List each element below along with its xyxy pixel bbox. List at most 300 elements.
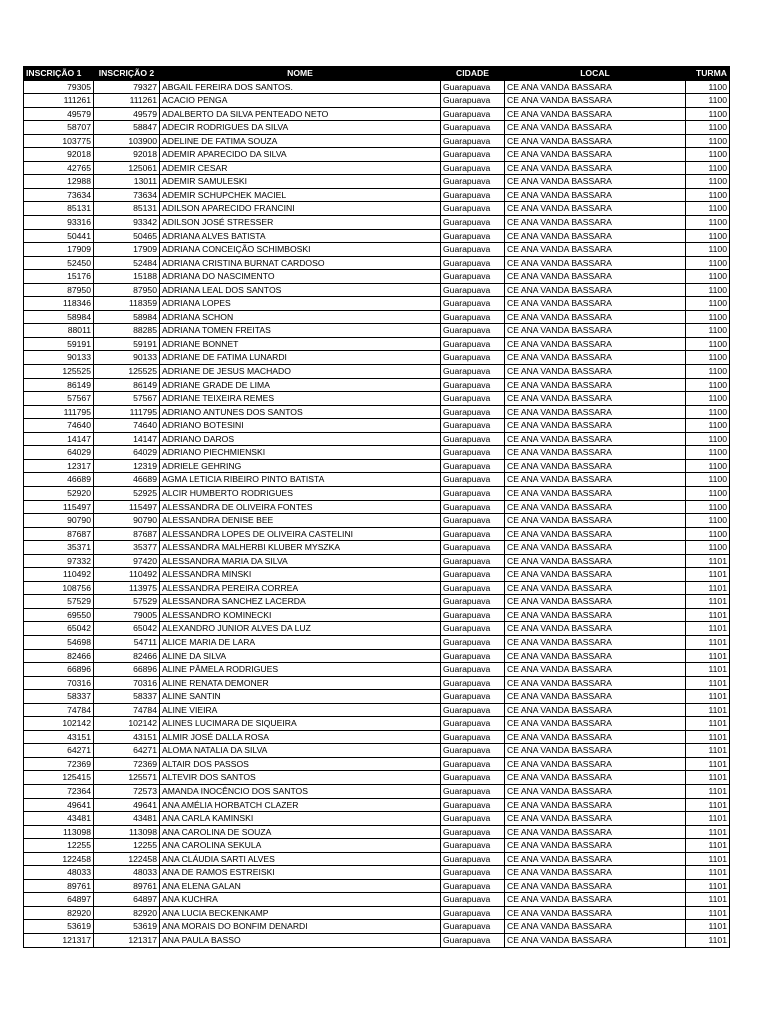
local-cell: CE ANA VANDA BASSARA <box>505 663 686 677</box>
inscricao-1-cell: 58984 <box>24 310 94 324</box>
inscricao-2-cell: 110492 <box>94 568 160 582</box>
local-cell: CE ANA VANDA BASSARA <box>505 703 686 717</box>
inscricao-2-cell: 125571 <box>94 771 160 785</box>
turma-cell: 1101 <box>686 608 730 622</box>
cidade-cell: Guarapuava <box>441 784 505 798</box>
cidade-cell: Guarapuava <box>441 893 505 907</box>
local-cell: CE ANA VANDA BASSARA <box>505 121 686 135</box>
turma-cell: 1100 <box>686 188 730 202</box>
table-row <box>24 663 730 677</box>
inscricao-2-cell: 87687 <box>94 527 160 541</box>
nome-cell: ANA AMÉLIA HORBATCH CLAZER <box>160 798 441 812</box>
inscricao-1-cell: 48033 <box>24 866 94 880</box>
table-row <box>24 310 730 324</box>
inscricao-2-cell: 58984 <box>94 310 160 324</box>
table-row <box>24 351 730 365</box>
cidade-cell: Guarapuava <box>441 392 505 406</box>
inscricao-2-cell: 111795 <box>94 405 160 419</box>
table-row <box>24 486 730 500</box>
turma-cell: 1100 <box>686 148 730 162</box>
nome-cell: ADRIELE GEHRING <box>160 459 441 473</box>
inscricao-1-cell: 72364 <box>24 784 94 798</box>
table-row <box>24 541 730 555</box>
local-cell: CE ANA VANDA BASSARA <box>505 676 686 690</box>
table-row <box>24 432 730 446</box>
inscricao-2-cell: 52484 <box>94 256 160 270</box>
cidade-cell: Guarapuava <box>441 324 505 338</box>
inscricao-2-cell: 65042 <box>94 622 160 636</box>
nome-cell: ADEMIR APARECIDO DA SILVA <box>160 148 441 162</box>
local-cell: CE ANA VANDA BASSARA <box>505 297 686 311</box>
inscricao-1-cell: 12255 <box>24 839 94 853</box>
cidade-cell: Guarapuava <box>441 581 505 595</box>
cidade-cell: Guarapuava <box>441 798 505 812</box>
table-row <box>24 771 730 785</box>
inscricao-2-cell: 50465 <box>94 229 160 243</box>
nome-cell: ADRIANA DO NASCIMENTO <box>160 270 441 284</box>
inscricao-2-cell: 90133 <box>94 351 160 365</box>
inscricao-2-cell: 43151 <box>94 730 160 744</box>
cidade-cell: Guarapuava <box>441 459 505 473</box>
cidade-cell: Guarapuava <box>441 879 505 893</box>
inscricao-2-cell: 88285 <box>94 324 160 338</box>
nome-cell: ADALBERTO DA SILVA PENTEADO NETO <box>160 107 441 121</box>
nome-cell: ANA CLÁUDIA SARTI ALVES <box>160 852 441 866</box>
inscricao-1-cell: 87687 <box>24 527 94 541</box>
cidade-cell: Guarapuava <box>441 229 505 243</box>
inscricao-2-cell: 12319 <box>94 459 160 473</box>
inscricao-1-cell: 90790 <box>24 514 94 528</box>
inscricao-1-cell: 17909 <box>24 243 94 257</box>
inscricao-1-cell: 74784 <box>24 703 94 717</box>
local-cell: CE ANA VANDA BASSARA <box>505 690 686 704</box>
inscricao-1-cell: 12988 <box>24 175 94 189</box>
table-row <box>24 717 730 731</box>
inscricao-1-cell: 49641 <box>24 798 94 812</box>
inscricao-2-cell: 92018 <box>94 148 160 162</box>
inscricao-2-cell: 49579 <box>94 107 160 121</box>
turma-cell: 1100 <box>686 365 730 379</box>
cidade-cell: Guarapuava <box>441 270 505 284</box>
local-cell: CE ANA VANDA BASSARA <box>505 730 686 744</box>
table-row <box>24 514 730 528</box>
nome-cell: ACACIO PENGA <box>160 94 441 108</box>
table-row <box>24 459 730 473</box>
nome-cell: ALESSANDRO KOMINECKI <box>160 608 441 622</box>
inscricao-1-cell: 69550 <box>24 608 94 622</box>
nome-cell: ADEMIR SAMULESKI <box>160 175 441 189</box>
inscricao-1-cell: 97332 <box>24 554 94 568</box>
inscricao-1-cell: 74640 <box>24 419 94 433</box>
turma-cell: 1100 <box>686 256 730 270</box>
nome-cell: ADEMIR SCHUPCHEK MACIEL <box>160 188 441 202</box>
cidade-cell: Guarapuava <box>441 622 505 636</box>
local-cell: CE ANA VANDA BASSARA <box>505 337 686 351</box>
turma-cell: 1100 <box>686 107 730 121</box>
local-cell: CE ANA VANDA BASSARA <box>505 757 686 771</box>
header-cidade: CIDADE <box>441 67 505 81</box>
inscricao-2-cell: 113098 <box>94 825 160 839</box>
inscricao-2-cell: 49641 <box>94 798 160 812</box>
local-cell: CE ANA VANDA BASSARA <box>505 893 686 907</box>
turma-cell: 1101 <box>686 581 730 595</box>
inscricao-1-cell: 103775 <box>24 134 94 148</box>
cidade-cell: Guarapuava <box>441 351 505 365</box>
inscricao-2-cell: 74640 <box>94 419 160 433</box>
cidade-cell: Guarapuava <box>441 703 505 717</box>
inscricao-2-cell: 122458 <box>94 852 160 866</box>
nome-cell: ADRIANA ALVES BATISTA <box>160 229 441 243</box>
local-cell: CE ANA VANDA BASSARA <box>505 852 686 866</box>
nome-cell: ALICE MARIA DE LARA <box>160 635 441 649</box>
nome-cell: ALINES LUCIMARA DE SIQUEIRA <box>160 717 441 731</box>
nome-cell: ALINE RENATA DEMONER <box>160 676 441 690</box>
inscricao-2-cell: 14147 <box>94 432 160 446</box>
nome-cell: ADRIANE BONNET <box>160 337 441 351</box>
nome-cell: ADRIANA TOMEN FREITAS <box>160 324 441 338</box>
cidade-cell: Guarapuava <box>441 419 505 433</box>
local-cell: CE ANA VANDA BASSARA <box>505 310 686 324</box>
table-row <box>24 595 730 609</box>
nome-cell: ANA PAULA BASSO <box>160 934 441 948</box>
local-cell: CE ANA VANDA BASSARA <box>505 554 686 568</box>
nome-cell: ADELINE DE FATIMA SOUZA <box>160 134 441 148</box>
local-cell: CE ANA VANDA BASSARA <box>505 378 686 392</box>
cidade-cell: Guarapuava <box>441 175 505 189</box>
turma-cell: 1100 <box>686 243 730 257</box>
nome-cell: ALEXANDRO JUNIOR ALVES DA LUZ <box>160 622 441 636</box>
nome-cell: ANA ELENA GALAN <box>160 879 441 893</box>
cidade-cell: Guarapuava <box>441 595 505 609</box>
inscricao-1-cell: 111261 <box>24 94 94 108</box>
inscricao-2-cell: 53619 <box>94 920 160 934</box>
turma-cell: 1101 <box>686 635 730 649</box>
nome-cell: ALMIR JOSÉ DALLA ROSA <box>160 730 441 744</box>
table-row <box>24 324 730 338</box>
inscricao-2-cell: 121317 <box>94 934 160 948</box>
table-row <box>24 649 730 663</box>
inscricao-2-cell: 64271 <box>94 744 160 758</box>
nome-cell: ADILSON JOSÉ STRESSER <box>160 216 441 230</box>
nome-cell: ADRIANE GRADE DE LIMA <box>160 378 441 392</box>
turma-cell: 1100 <box>686 337 730 351</box>
table-row <box>24 446 730 460</box>
inscricao-1-cell: 52450 <box>24 256 94 270</box>
local-cell: CE ANA VANDA BASSARA <box>505 866 686 880</box>
inscricao-1-cell: 50441 <box>24 229 94 243</box>
header-row <box>24 67 730 81</box>
inscricao-2-cell: 113975 <box>94 581 160 595</box>
table-row <box>24 337 730 351</box>
local-cell: CE ANA VANDA BASSARA <box>505 635 686 649</box>
table-row <box>24 879 730 893</box>
header-inscricao-1: INSCRIÇÃO 1 <box>24 67 94 81</box>
inscricao-1-cell: 72369 <box>24 757 94 771</box>
table-row <box>24 297 730 311</box>
nome-cell: ADRIANO BOTESINI <box>160 419 441 433</box>
inscricao-2-cell: 17909 <box>94 243 160 257</box>
table-row <box>24 730 730 744</box>
inscricao-1-cell: 102142 <box>24 717 94 731</box>
inscricao-1-cell: 70316 <box>24 676 94 690</box>
nome-cell: ALTAIR DOS PASSOS <box>160 757 441 771</box>
header-local: LOCAL <box>505 67 686 81</box>
inscricao-2-cell: 73634 <box>94 188 160 202</box>
turma-cell: 1100 <box>686 202 730 216</box>
nome-cell: ALINE DA SILVA <box>160 649 441 663</box>
turma-cell: 1100 <box>686 473 730 487</box>
inscricao-1-cell: 66896 <box>24 663 94 677</box>
table-row <box>24 419 730 433</box>
turma-cell: 1101 <box>686 757 730 771</box>
inscricao-2-cell: 86149 <box>94 378 160 392</box>
inscricao-2-cell: 125061 <box>94 161 160 175</box>
inscricao-2-cell: 52925 <box>94 486 160 500</box>
turma-cell: 1101 <box>686 690 730 704</box>
cidade-cell: Guarapuava <box>441 107 505 121</box>
header-nome: NOME <box>160 67 441 81</box>
turma-cell: 1101 <box>686 676 730 690</box>
table-row <box>24 581 730 595</box>
inscricao-1-cell: 89761 <box>24 879 94 893</box>
cidade-cell: Guarapuava <box>441 161 505 175</box>
inscricao-1-cell: 46689 <box>24 473 94 487</box>
table-row <box>24 216 730 230</box>
turma-cell: 1101 <box>686 934 730 948</box>
nome-cell: ALCIR HUMBERTO RODRIGUES <box>160 486 441 500</box>
header-inscricao-2: INSCRIÇÃO 2 <box>94 67 160 81</box>
table-row <box>24 893 730 907</box>
inscricao-1-cell: 125415 <box>24 771 94 785</box>
inscricao-2-cell: 54711 <box>94 635 160 649</box>
local-cell: CE ANA VANDA BASSARA <box>505 459 686 473</box>
table-row <box>24 121 730 135</box>
turma-cell: 1101 <box>686 744 730 758</box>
turma-cell: 1101 <box>686 717 730 731</box>
inscricao-2-cell: 35377 <box>94 541 160 555</box>
nome-cell: ADRIANE DE FATIMA LUNARDI <box>160 351 441 365</box>
table-row <box>24 80 730 94</box>
inscricao-2-cell: 64029 <box>94 446 160 460</box>
inscricao-2-cell: 59191 <box>94 337 160 351</box>
inscricao-2-cell: 111261 <box>94 94 160 108</box>
turma-cell: 1101 <box>686 812 730 826</box>
nome-cell: ANA LUCIA BECKENKAMP <box>160 906 441 920</box>
local-cell: CE ANA VANDA BASSARA <box>505 581 686 595</box>
inscricao-1-cell: 12317 <box>24 459 94 473</box>
local-cell: CE ANA VANDA BASSARA <box>505 94 686 108</box>
turma-cell: 1101 <box>686 839 730 853</box>
table-row <box>24 825 730 839</box>
inscricao-1-cell: 49579 <box>24 107 94 121</box>
local-cell: CE ANA VANDA BASSARA <box>505 473 686 487</box>
nome-cell: ADRIANE TEIXEIRA REMES <box>160 392 441 406</box>
turma-cell: 1100 <box>686 310 730 324</box>
inscricao-1-cell: 92018 <box>24 148 94 162</box>
inscricao-1-cell: 108756 <box>24 581 94 595</box>
turma-cell: 1100 <box>686 216 730 230</box>
inscricao-2-cell: 70316 <box>94 676 160 690</box>
table-row <box>24 703 730 717</box>
nome-cell: ADRIANA LOPES <box>160 297 441 311</box>
nome-cell: ABGAIL FEREIRA DOS SANTOS. <box>160 80 441 94</box>
turma-cell: 1100 <box>686 270 730 284</box>
local-cell: CE ANA VANDA BASSARA <box>505 906 686 920</box>
inscricao-2-cell: 72369 <box>94 757 160 771</box>
local-cell: CE ANA VANDA BASSARA <box>505 784 686 798</box>
inscricao-1-cell: 110492 <box>24 568 94 582</box>
turma-cell: 1101 <box>686 703 730 717</box>
table-row <box>24 256 730 270</box>
inscricao-1-cell: 57567 <box>24 392 94 406</box>
cidade-cell: Guarapuava <box>441 730 505 744</box>
table-row <box>24 94 730 108</box>
turma-cell: 1101 <box>686 784 730 798</box>
local-cell: CE ANA VANDA BASSARA <box>505 798 686 812</box>
local-cell: CE ANA VANDA BASSARA <box>505 717 686 731</box>
cidade-cell: Guarapuava <box>441 852 505 866</box>
inscricao-1-cell: 52920 <box>24 486 94 500</box>
local-cell: CE ANA VANDA BASSARA <box>505 432 686 446</box>
nome-cell: ALESSANDRA MALHERBI KLUBER MYSZKA <box>160 541 441 555</box>
inscricao-2-cell: 72573 <box>94 784 160 798</box>
local-cell: CE ANA VANDA BASSARA <box>505 879 686 893</box>
inscricao-1-cell: 14147 <box>24 432 94 446</box>
cidade-cell: Guarapuava <box>441 934 505 948</box>
inscricao-1-cell: 86149 <box>24 378 94 392</box>
turma-cell: 1100 <box>686 378 730 392</box>
cidade-cell: Guarapuava <box>441 297 505 311</box>
inscricao-1-cell: 88011 <box>24 324 94 338</box>
inscricao-2-cell: 66896 <box>94 663 160 677</box>
table-row <box>24 378 730 392</box>
table-row <box>24 866 730 880</box>
nome-cell: ADRIANE DE JESUS MACHADO <box>160 365 441 379</box>
cidade-cell: Guarapuava <box>441 337 505 351</box>
inscricao-1-cell: 65042 <box>24 622 94 636</box>
turma-cell: 1100 <box>686 297 730 311</box>
inscricao-1-cell: 58337 <box>24 690 94 704</box>
cidade-cell: Guarapuava <box>441 121 505 135</box>
local-cell: CE ANA VANDA BASSARA <box>505 216 686 230</box>
local-cell: CE ANA VANDA BASSARA <box>505 920 686 934</box>
turma-cell: 1101 <box>686 879 730 893</box>
table-row <box>24 852 730 866</box>
local-cell: CE ANA VANDA BASSARA <box>505 514 686 528</box>
local-cell: CE ANA VANDA BASSARA <box>505 595 686 609</box>
inscricao-1-cell: 64897 <box>24 893 94 907</box>
nome-cell: ALESSANDRA DENISE BEE <box>160 514 441 528</box>
cidade-cell: Guarapuava <box>441 906 505 920</box>
cidade-cell: Guarapuava <box>441 378 505 392</box>
nome-cell: ADRIANO DAROS <box>160 432 441 446</box>
turma-cell: 1100 <box>686 527 730 541</box>
nome-cell: ANA DE RAMOS ESTREISKI <box>160 866 441 880</box>
table-row <box>24 405 730 419</box>
cidade-cell: Guarapuava <box>441 825 505 839</box>
turma-cell: 1101 <box>686 906 730 920</box>
table-row <box>24 608 730 622</box>
table-row <box>24 690 730 704</box>
cidade-cell: Guarapuava <box>441 608 505 622</box>
table-row <box>24 500 730 514</box>
inscricao-2-cell: 103900 <box>94 134 160 148</box>
nome-cell: ANA CARLA KAMINSKI <box>160 812 441 826</box>
turma-cell: 1101 <box>686 920 730 934</box>
turma-cell: 1100 <box>686 432 730 446</box>
table-row <box>24 839 730 853</box>
cidade-cell: Guarapuava <box>441 812 505 826</box>
turma-cell: 1100 <box>686 121 730 135</box>
cidade-cell: Guarapuava <box>441 134 505 148</box>
nome-cell: ADRIANA SCHON <box>160 310 441 324</box>
cidade-cell: Guarapuava <box>441 514 505 528</box>
table-row <box>24 365 730 379</box>
inscricao-1-cell: 35371 <box>24 541 94 555</box>
cidade-cell: Guarapuava <box>441 283 505 297</box>
local-cell: CE ANA VANDA BASSARA <box>505 134 686 148</box>
inscricao-1-cell: 15176 <box>24 270 94 284</box>
table-row <box>24 202 730 216</box>
registration-table <box>23 66 730 948</box>
nome-cell: ADEMIR CESAR <box>160 161 441 175</box>
inscricao-2-cell: 79327 <box>94 80 160 94</box>
cidade-cell: Guarapuava <box>441 839 505 853</box>
local-cell: CE ANA VANDA BASSARA <box>505 392 686 406</box>
local-cell: CE ANA VANDA BASSARA <box>505 324 686 338</box>
cidade-cell: Guarapuava <box>441 80 505 94</box>
table-row <box>24 568 730 582</box>
local-cell: CE ANA VANDA BASSARA <box>505 175 686 189</box>
local-cell: CE ANA VANDA BASSARA <box>505 541 686 555</box>
nome-cell: ALTEVIR DOS SANTOS <box>160 771 441 785</box>
cidade-cell: Guarapuava <box>441 243 505 257</box>
local-cell: CE ANA VANDA BASSARA <box>505 283 686 297</box>
cidade-cell: Guarapuava <box>441 365 505 379</box>
cidade-cell: Guarapuava <box>441 771 505 785</box>
cidade-cell: Guarapuava <box>441 216 505 230</box>
nome-cell: ADRIANA CONCEIÇÃO SCHIMBOSKI <box>160 243 441 257</box>
cidade-cell: Guarapuava <box>441 554 505 568</box>
inscricao-2-cell: 15188 <box>94 270 160 284</box>
table-row <box>24 622 730 636</box>
inscricao-2-cell: 82466 <box>94 649 160 663</box>
table-row <box>24 676 730 690</box>
table-body <box>24 80 730 947</box>
nome-cell: ADECIR RODRIGUES DA SILVA <box>160 121 441 135</box>
local-cell: CE ANA VANDA BASSARA <box>505 270 686 284</box>
turma-cell: 1100 <box>686 514 730 528</box>
table-row <box>24 920 730 934</box>
cidade-cell: Guarapuava <box>441 256 505 270</box>
inscricao-1-cell: 113098 <box>24 825 94 839</box>
local-cell: CE ANA VANDA BASSARA <box>505 188 686 202</box>
table-row <box>24 757 730 771</box>
local-cell: CE ANA VANDA BASSARA <box>505 839 686 853</box>
local-cell: CE ANA VANDA BASSARA <box>505 825 686 839</box>
table-row <box>24 744 730 758</box>
turma-cell: 1101 <box>686 893 730 907</box>
turma-cell: 1101 <box>686 852 730 866</box>
turma-cell: 1100 <box>686 351 730 365</box>
turma-cell: 1100 <box>686 161 730 175</box>
nome-cell: ALESSANDRA MINSKI <box>160 568 441 582</box>
local-cell: CE ANA VANDA BASSARA <box>505 486 686 500</box>
turma-cell: 1101 <box>686 866 730 880</box>
inscricao-1-cell: 64271 <box>24 744 94 758</box>
turma-cell: 1100 <box>686 324 730 338</box>
inscricao-1-cell: 54698 <box>24 635 94 649</box>
